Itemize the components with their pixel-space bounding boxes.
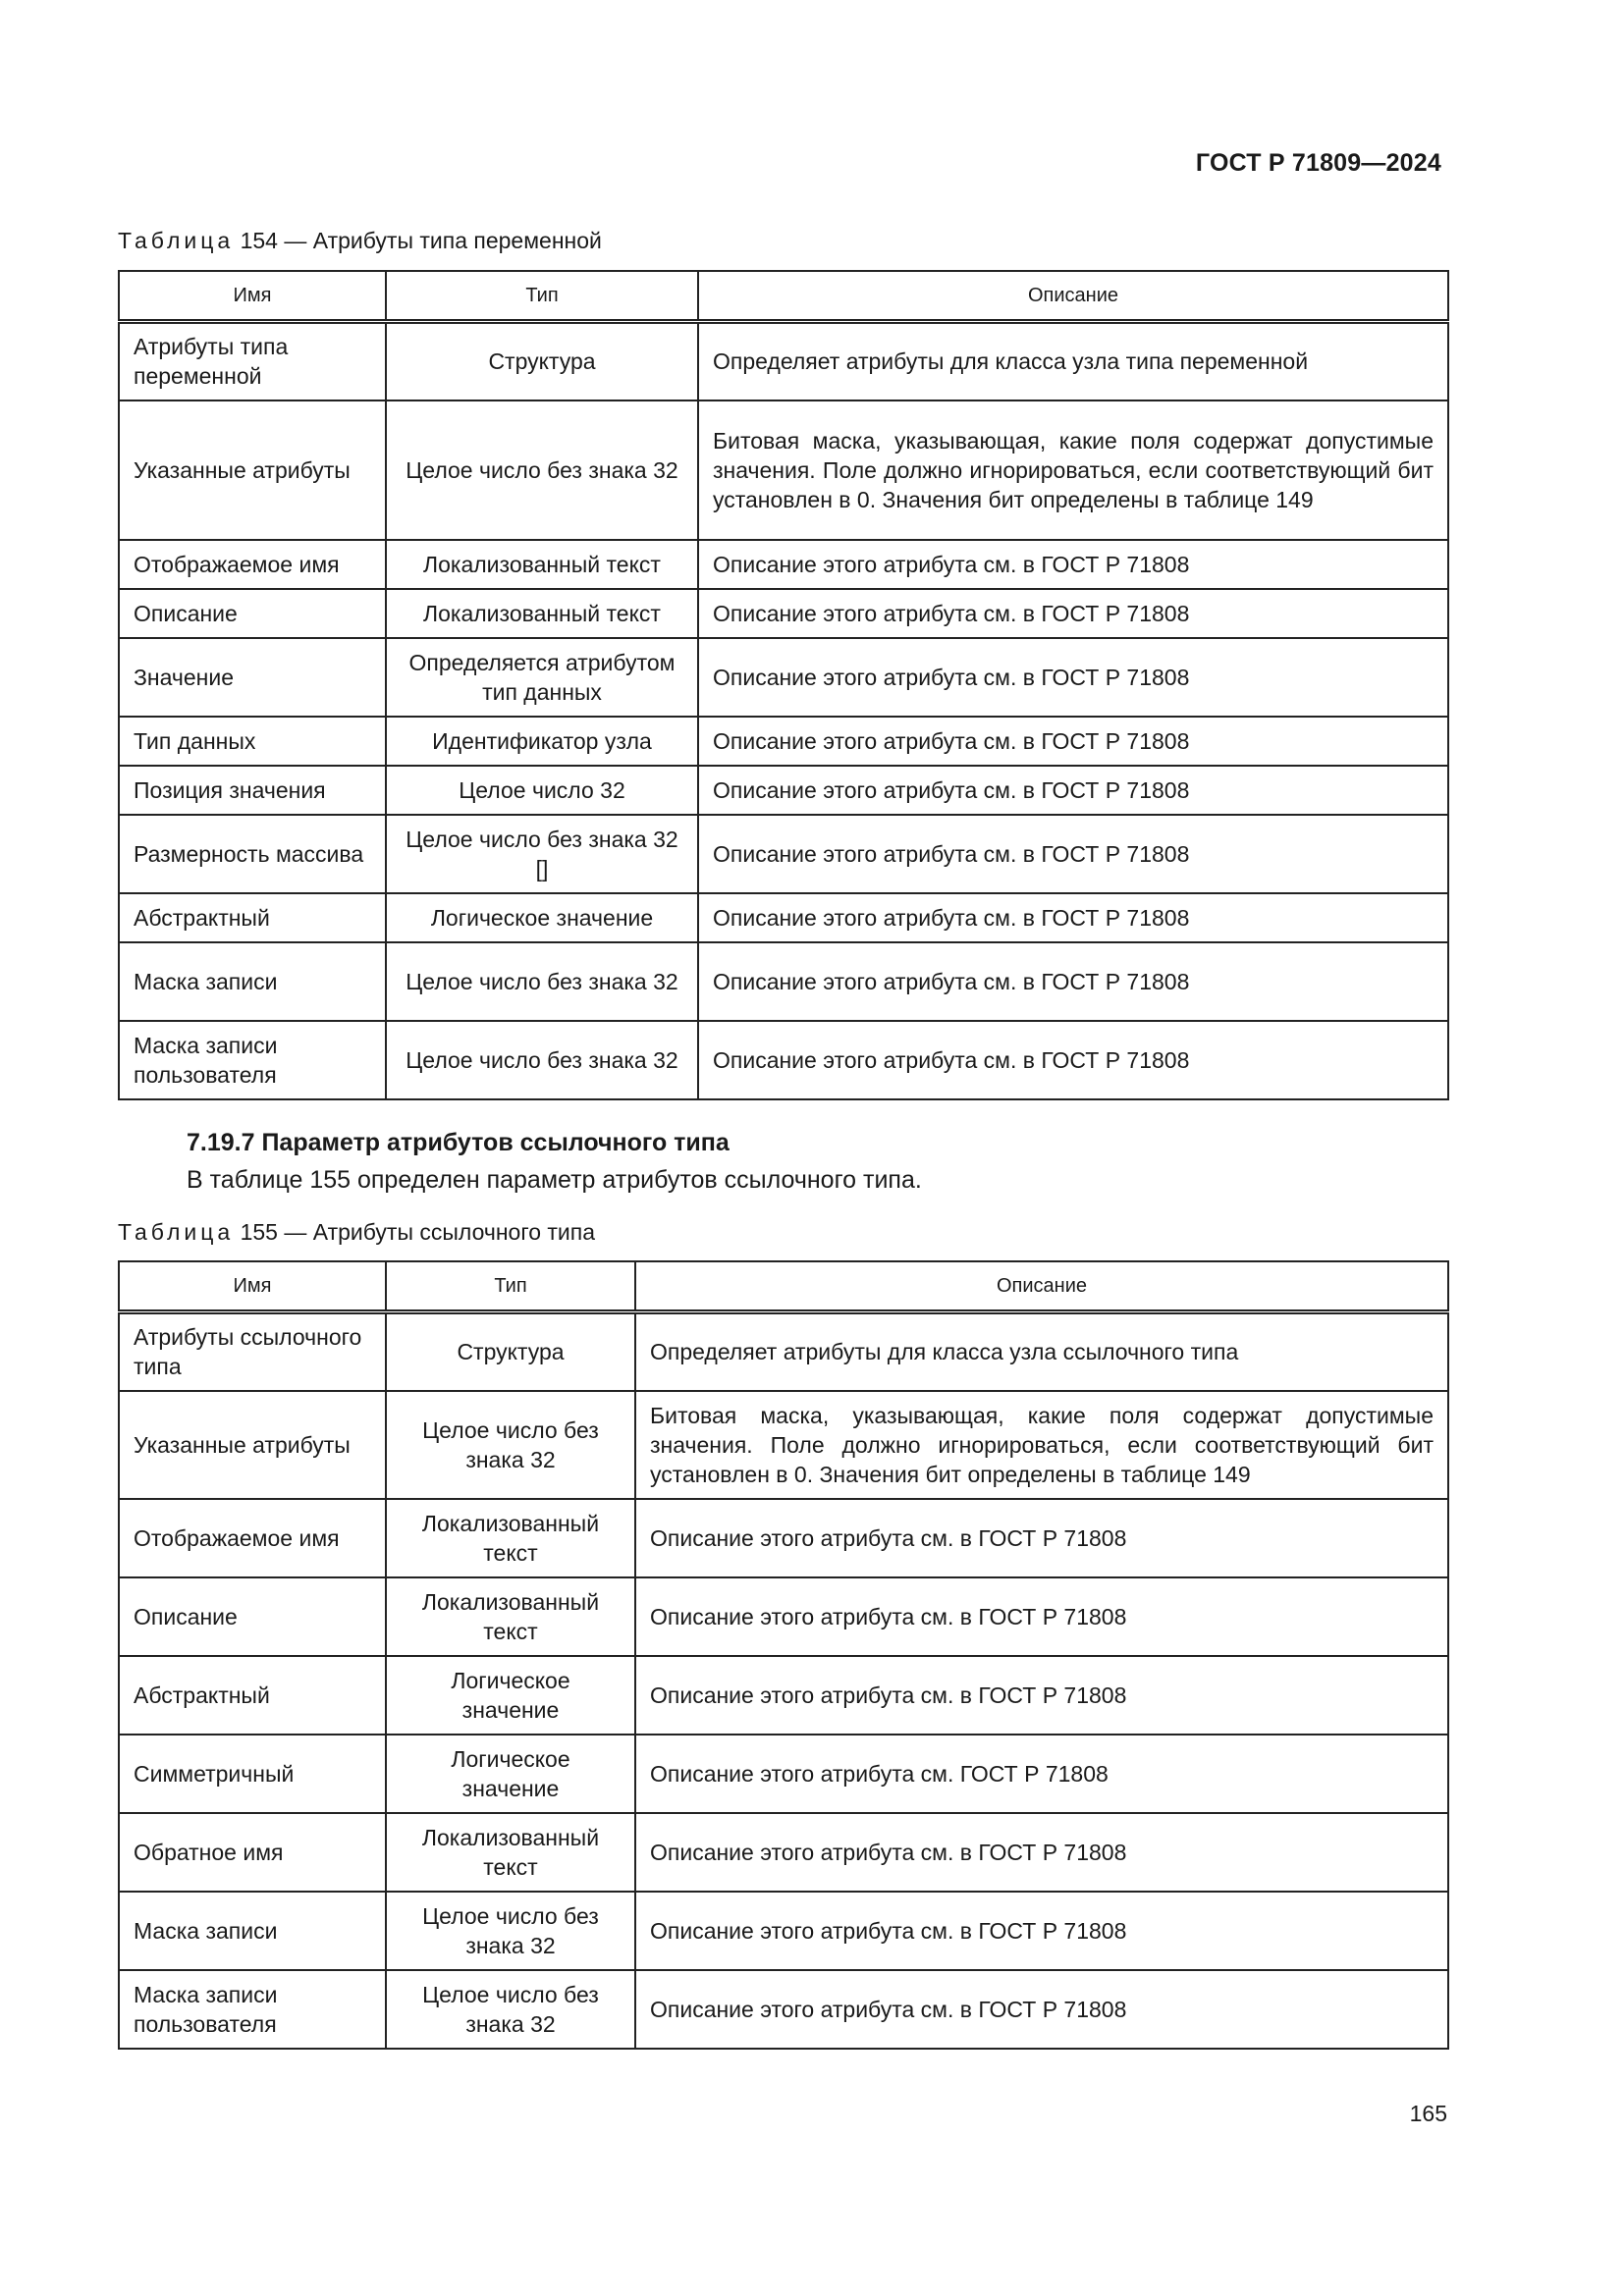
cell-type: Определяется атрибутом тип данных: [386, 638, 698, 717]
cell-type: Структура: [386, 322, 698, 400]
column-header-description: Описание: [698, 271, 1448, 322]
document-standard-id: ГОСТ Р 71809—2024: [1195, 149, 1441, 177]
table-header-row: [119, 271, 1448, 322]
cell-description: Описание этого атрибута см. в ГОСТ Р 71808: [635, 1892, 1448, 1970]
cell-description: Определяет атрибуты для класса узла типа переменной: [698, 322, 1448, 400]
table-row: [119, 589, 1448, 638]
table-155: [118, 1260, 1449, 2050]
cell-name: Абстрактный: [119, 893, 386, 942]
cell-type: Локализованный текст: [386, 1499, 635, 1577]
cell-description: Описание этого атрибута см. в ГОСТ Р 71808: [698, 815, 1448, 893]
table-154-caption-label: Таблица: [118, 228, 235, 253]
cell-description: Описание этого атрибута см. в ГОСТ Р 71808: [698, 766, 1448, 815]
table-row: [119, 540, 1448, 589]
cell-description: Описание этого атрибута см. в ГОСТ Р 71808: [698, 717, 1448, 766]
cell-type: Целое число без знака 32: [386, 1970, 635, 2049]
cell-type: Целое число 32: [386, 766, 698, 815]
cell-description: Определяет атрибуты для класса узла ссылочного типа: [635, 1312, 1448, 1391]
cell-type: Целое число без знака 32: [386, 400, 698, 540]
cell-type: Структура: [386, 1312, 635, 1391]
cell-name: Описание: [119, 1577, 386, 1656]
cell-name: Обратное имя: [119, 1813, 386, 1892]
cell-description: Описание этого атрибута см. в ГОСТ Р 71808: [635, 1499, 1448, 1577]
cell-name: Тип данных: [119, 717, 386, 766]
cell-type: Целое число без знака 32: [386, 942, 698, 1021]
cell-name: Позиция значения: [119, 766, 386, 815]
table-row: [119, 1499, 1448, 1577]
cell-type: Локализованный текст: [386, 540, 698, 589]
cell-type: Идентификатор узла: [386, 717, 698, 766]
table-154: [118, 270, 1449, 1100]
cell-description: Описание этого атрибута см. в ГОСТ Р 71808: [698, 1021, 1448, 1099]
column-header-description: Описание: [635, 1261, 1448, 1312]
cell-name: Абстрактный: [119, 1656, 386, 1735]
cell-name: Описание: [119, 589, 386, 638]
cell-description: Описание этого атрибута см. в ГОСТ Р 71808: [698, 942, 1448, 1021]
cell-type: Целое число без знака 32: [386, 1892, 635, 1970]
cell-name: Указанные атрибуты: [119, 400, 386, 540]
cell-name: Маска записи: [119, 1892, 386, 1970]
cell-description: Описание этого атрибута см. в ГОСТ Р 71808: [635, 1813, 1448, 1892]
section-heading: 7.19.7 Параметр атрибутов ссылочного типа: [187, 1129, 730, 1156]
column-header-type: Тип: [386, 271, 698, 322]
cell-description: Описание этого атрибута см. в ГОСТ Р 71808: [635, 1577, 1448, 1656]
table-154-caption: [118, 228, 602, 254]
table-155-caption: [118, 1219, 595, 1246]
table-row: [119, 1577, 1448, 1656]
cell-name: Маска записи пользователя: [119, 1970, 386, 2049]
table-header-row: [119, 1261, 1448, 1312]
cell-name: Указанные атрибуты: [119, 1391, 386, 1499]
cell-description: Описание этого атрибута см. в ГОСТ Р 71808: [635, 1970, 1448, 2049]
table-row: [119, 1312, 1448, 1391]
cell-description: Битовая маска, указывающая, какие поля содержат допустимые значения. Поле должно игнорироваться, если соответствующий бит установлен в 0. Значения бит определены в таблице 149: [635, 1391, 1448, 1499]
cell-description: Описание этого атрибута см. в ГОСТ Р 71808: [635, 1656, 1448, 1735]
table-row: [119, 1892, 1448, 1970]
cell-type: Локализованный текст: [386, 1577, 635, 1656]
cell-description: Описание этого атрибута см. в ГОСТ Р 71808: [698, 589, 1448, 638]
cell-name: Маска записи пользователя: [119, 1021, 386, 1099]
cell-name: Атрибуты типа переменной: [119, 322, 386, 400]
table-row: [119, 1656, 1448, 1735]
cell-description: Описание этого атрибута см. в ГОСТ Р 71808: [698, 638, 1448, 717]
table-row: [119, 1813, 1448, 1892]
cell-type: Логическое значение: [386, 1656, 635, 1735]
cell-name: Маска записи: [119, 942, 386, 1021]
column-header-name: Имя: [119, 1261, 386, 1312]
table-row: [119, 815, 1448, 893]
cell-type: Локализованный текст: [386, 589, 698, 638]
table-row: [119, 1735, 1448, 1813]
cell-description: Описание этого атрибута см. в ГОСТ Р 71808: [698, 540, 1448, 589]
cell-type: Целое число без знака 32: [386, 1021, 698, 1099]
cell-name: Отображаемое имя: [119, 540, 386, 589]
table-154-caption-title: 154 — Атрибуты типа переменной: [234, 228, 602, 253]
table-row: [119, 400, 1448, 540]
column-header-name: Имя: [119, 271, 386, 322]
table-row: [119, 1970, 1448, 2049]
column-header-type: Тип: [386, 1261, 635, 1312]
cell-type: Целое число без знака 32 []: [386, 815, 698, 893]
cell-name: Размерность массива: [119, 815, 386, 893]
table-row: [119, 638, 1448, 717]
table-row: [119, 942, 1448, 1021]
cell-name: Значение: [119, 638, 386, 717]
cell-type: Логическое значение: [386, 1735, 635, 1813]
cell-type: Логическое значение: [386, 893, 698, 942]
cell-description: Описание этого атрибута см. в ГОСТ Р 71808: [698, 893, 1448, 942]
cell-name: Отображаемое имя: [119, 1499, 386, 1577]
table-row: [119, 766, 1448, 815]
page-number: 165: [1409, 2101, 1447, 2126]
table-row: [119, 1021, 1448, 1099]
cell-type: Целое число без знака 32: [386, 1391, 635, 1499]
table-row: [119, 893, 1448, 942]
cell-name: Атрибуты ссылочного типа: [119, 1312, 386, 1391]
table-row: [119, 322, 1448, 400]
table-155-caption-label: Таблица: [118, 1219, 235, 1245]
cell-type: Локализованный текст: [386, 1813, 635, 1892]
section-paragraph: В таблице 155 определен параметр атрибутов ссылочного типа.: [187, 1166, 922, 1194]
cell-name: Симметричный: [119, 1735, 386, 1813]
cell-description: Описание этого атрибута см. ГОСТ Р 71808: [635, 1735, 1448, 1813]
table-155-caption-title: 155 — Атрибуты ссылочного типа: [234, 1219, 596, 1245]
table-row: [119, 1391, 1448, 1499]
cell-description: Битовая маска, указывающая, какие поля содержат допустимые значения. Поле должно игнорироваться, если соответствующий бит установлен в 0. Значения бит определены в таблице 149: [698, 400, 1448, 540]
table-row: [119, 717, 1448, 766]
